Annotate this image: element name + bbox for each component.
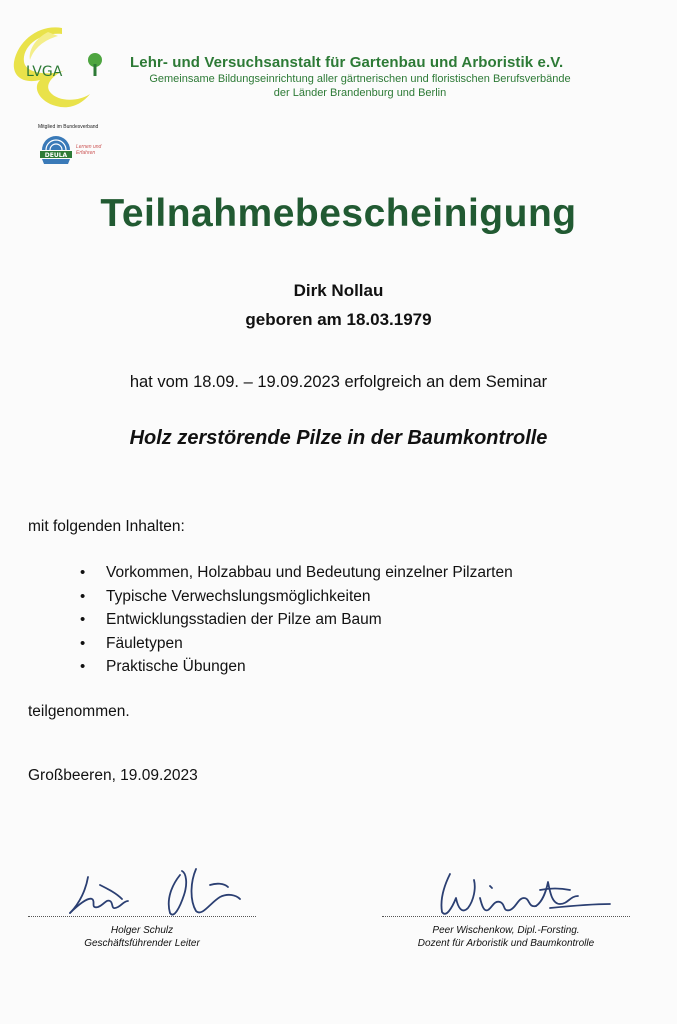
signer-left-name: Holger Schulz: [110, 925, 174, 936]
lvga-logo: [10, 22, 110, 122]
participant-name: Dirk Nollau: [293, 281, 384, 300]
list-item: • Typische Verwechslungsmöglichkeiten: [80, 585, 513, 609]
org-name: Lehr- und Versuchsanstalt für Gartenbau und Arboristik e.V.: [130, 54, 564, 71]
signature-right: [420, 868, 620, 922]
certificate-title: Teilnahmebescheinigung: [100, 192, 577, 235]
deula-tagline: Lernen und Erfahren: [76, 144, 102, 156]
participant-birth-date: geboren am 18.03.1979: [245, 310, 432, 329]
signature-line-right: [382, 916, 630, 917]
contents-label: mit folgenden Inhalten:: [28, 518, 185, 535]
signer-right-name: Peer Wischenkow, Dipl.-Forsting.: [432, 925, 580, 936]
list-item: • Entwicklungsstadien der Pilze am Baum: [80, 608, 513, 632]
list-item: • Vorkommen, Holzabbau und Bedeutung einzelner Pilzarten: [80, 561, 513, 585]
signer-right-role: Dozent für Arboristik und Baumkontrolle: [417, 938, 595, 949]
participation-statement: hat vom 18.09. – 19.09.2023 erfolgreich an dem Seminar: [129, 373, 548, 391]
signer-left-role: Geschäftsführender Leiter: [84, 938, 200, 949]
list-item: • Praktische Übungen: [80, 655, 513, 679]
signature-line-left: [28, 916, 256, 917]
signature-left: [60, 855, 260, 925]
deula-text: DEULA: [44, 152, 68, 159]
lvga-logo-text: LVGA: [26, 64, 63, 80]
org-subtitle-line-2: der Länder Brandenburg und Berlin: [273, 87, 447, 99]
list-item: • Fäuletypen: [80, 632, 513, 656]
topics-list: [80, 561, 513, 679]
org-subtitle-line-1: Gemeinsame Bildungseinrichtung aller gärtnerischen und floristischen Berufsverbände: [149, 73, 571, 85]
place-and-date: Großbeeren, 19.09.2023: [28, 767, 198, 784]
deula-member-note: Mitglied im Bundesverband: [38, 124, 99, 130]
closing-statement: teilgenommen.: [28, 703, 130, 720]
deula-logo: [38, 124, 110, 168]
seminar-title: Holz zerstörende Pilze in der Baumkontrolle: [129, 427, 548, 449]
org-subtitle: [130, 72, 590, 100]
deula-emblem-icon: [38, 132, 74, 166]
